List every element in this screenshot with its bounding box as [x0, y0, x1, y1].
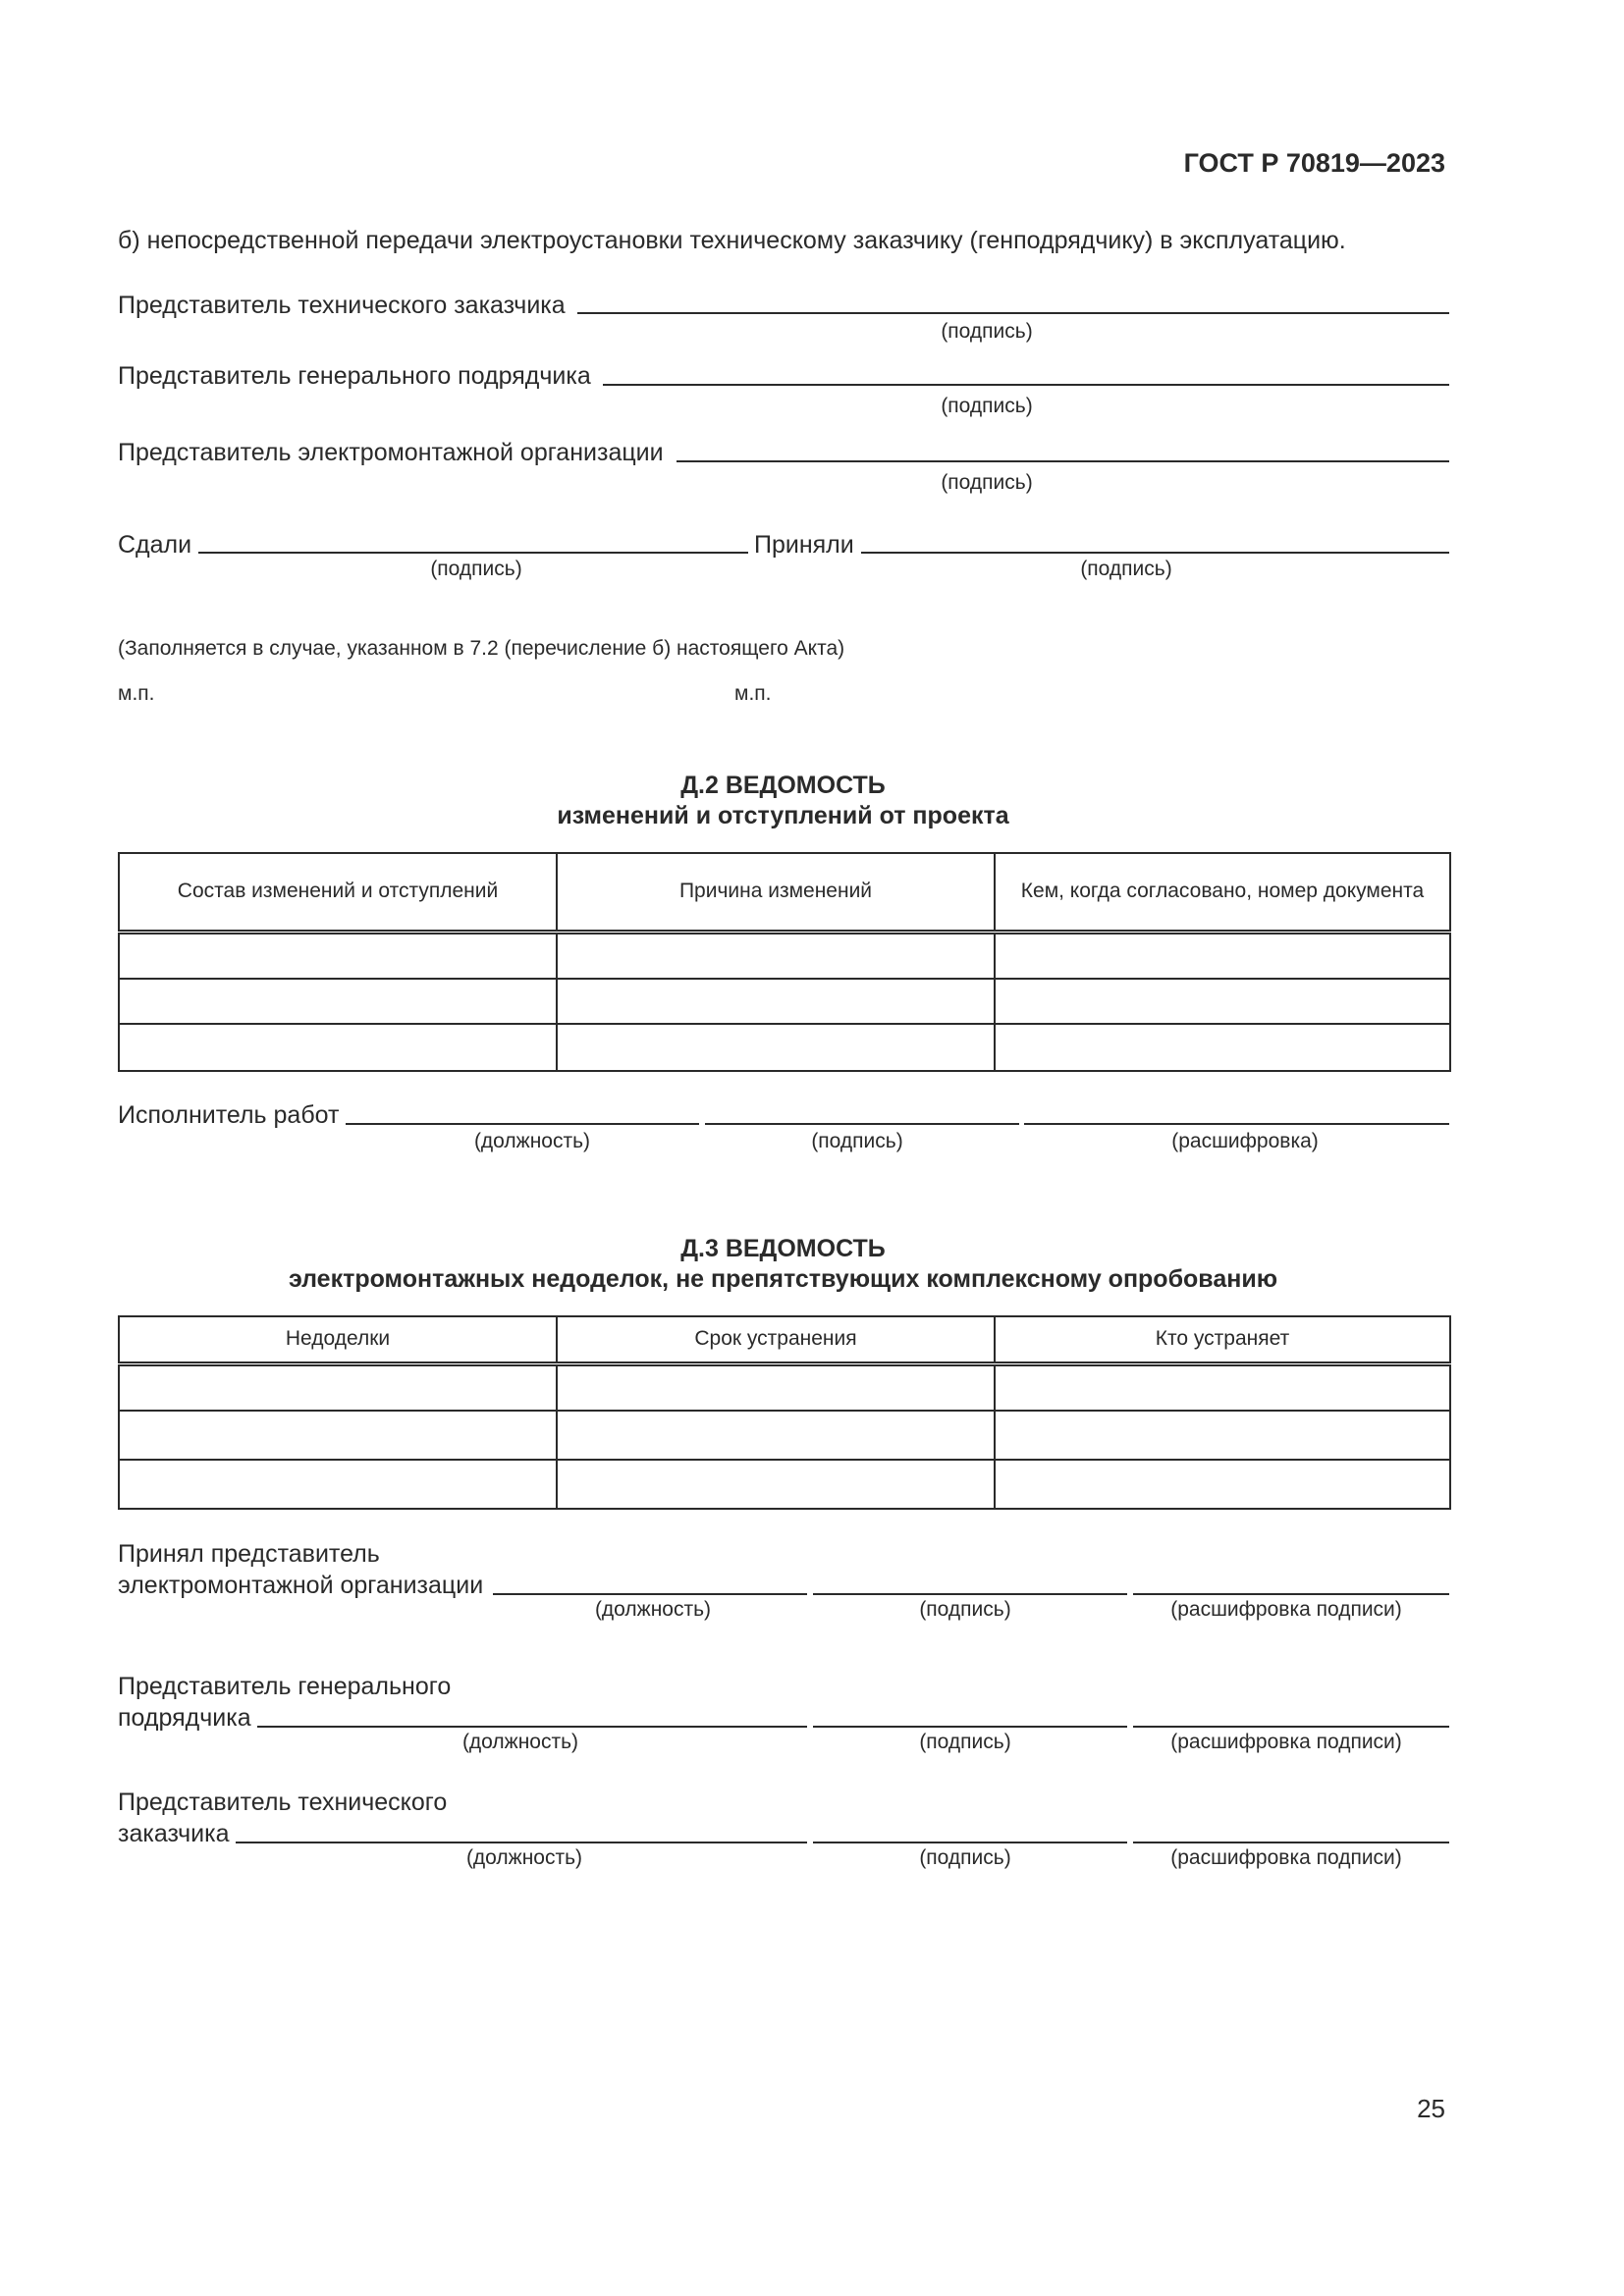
signature-line[interactable]: [603, 384, 1449, 386]
table-cell[interactable]: [557, 1024, 995, 1071]
name-caption: (расшифровка подписи): [1170, 1846, 1402, 1869]
received-signature-line[interactable]: [861, 552, 1449, 554]
section-d3-heading: [118, 1234, 1448, 1295]
table-row: [119, 1460, 1450, 1509]
table-row: [119, 1411, 1450, 1460]
table-row: [119, 1363, 1450, 1411]
column-header: Недоделки: [119, 1316, 557, 1363]
section-d3-subtitle: электромонтажных недоделок, не препятствующих комплексному опробованию: [288, 1265, 1278, 1293]
column-header: Срок устранения: [557, 1316, 995, 1363]
gave-caption: (подпись): [430, 558, 522, 580]
name-line[interactable]: [1133, 1842, 1449, 1843]
signature-line[interactable]: [677, 460, 1449, 462]
signature-line[interactable]: [813, 1842, 1127, 1843]
signature-caption: (подпись): [941, 395, 1033, 417]
intro-text: б) непосредственной передачи электроустановки техническому заказчику (генподрядчику) в эксплуатацию.: [118, 227, 1346, 254]
table-cell[interactable]: [119, 1363, 557, 1411]
signatory-label-line2: электромонтажной организации: [118, 1572, 484, 1599]
table-cell[interactable]: [557, 1460, 995, 1509]
stamp-left: м.п.: [118, 682, 155, 705]
signature-line[interactable]: [577, 312, 1449, 314]
name-caption: (расшифровка подписи): [1170, 1731, 1402, 1753]
name-caption: (расшифровка подписи): [1170, 1598, 1402, 1621]
document-code: ГОСТ Р 70819—2023: [1183, 148, 1445, 178]
column-header: Кто устраняет: [995, 1316, 1450, 1363]
signature-line[interactable]: [813, 1593, 1127, 1595]
position-caption: (должность): [473, 1130, 591, 1152]
signatory-label-line1: Представитель технического: [118, 1789, 448, 1816]
table-cell[interactable]: [119, 932, 557, 979]
table-cell[interactable]: [995, 1024, 1450, 1071]
changes-table: [118, 852, 1451, 1072]
fill-note: (Заполняется в случае, указанном в 7.2 (перечисление б) настоящего Акта): [118, 637, 845, 660]
position-caption: (должность): [465, 1846, 583, 1869]
position-line[interactable]: [346, 1123, 699, 1125]
signatory-label-line1: Представитель генерального: [118, 1673, 452, 1700]
signature-line[interactable]: [705, 1123, 1019, 1125]
position-line[interactable]: [236, 1842, 807, 1843]
section-d2-subtitle: изменений и отступлений от проекта: [557, 802, 1009, 829]
signature-caption: (подпись): [941, 320, 1033, 343]
signature-caption: (подпись): [811, 1130, 903, 1152]
signatory-label-line1: Принял представитель: [118, 1540, 380, 1568]
signatory-label-line2: подрядчика: [118, 1704, 251, 1732]
section-d3-title: Д.3 ВЕДОМОСТЬ: [680, 1235, 886, 1262]
signature-label: Представитель генерального подрядчика: [118, 362, 591, 390]
column-header: Причина изменений: [557, 853, 995, 932]
section-d2-title: Д.2 ВЕДОМОСТЬ: [680, 772, 886, 799]
defects-table: [118, 1315, 1451, 1510]
position-line[interactable]: [257, 1726, 807, 1728]
table-cell[interactable]: [119, 1024, 557, 1071]
gave-signature-line[interactable]: [198, 552, 748, 554]
table-cell[interactable]: [995, 932, 1450, 979]
signature-caption: (подпись): [919, 1846, 1011, 1869]
received-caption: (подпись): [1080, 558, 1172, 580]
gave-label: Сдали: [118, 531, 192, 559]
table-cell[interactable]: [557, 979, 995, 1024]
signature-caption: (подпись): [919, 1598, 1011, 1621]
column-header: Состав изменений и отступлений: [119, 853, 557, 932]
name-line[interactable]: [1133, 1726, 1449, 1728]
position-caption: (должность): [461, 1731, 579, 1753]
table-cell[interactable]: [557, 932, 995, 979]
executor-label: Исполнитель работ: [118, 1101, 340, 1129]
table-cell[interactable]: [557, 1363, 995, 1411]
signature-caption: (подпись): [941, 471, 1033, 494]
signature-line[interactable]: [813, 1726, 1127, 1728]
table-cell[interactable]: [995, 1411, 1450, 1460]
name-line[interactable]: [1133, 1593, 1449, 1595]
stamp-right: м.п.: [734, 682, 772, 705]
page-number: 25: [1417, 2094, 1445, 2123]
section-d2-heading: [118, 771, 1448, 831]
table-cell[interactable]: [557, 1411, 995, 1460]
column-header: Кем, когда согласовано, номер документа: [995, 853, 1450, 932]
table-header-row: [119, 1316, 1450, 1363]
received-label: Приняли: [754, 531, 854, 559]
table-cell[interactable]: [119, 979, 557, 1024]
table-cell[interactable]: [995, 1363, 1450, 1411]
table-row: [119, 932, 1450, 979]
table-cell[interactable]: [995, 979, 1450, 1024]
table-row: [119, 1024, 1450, 1071]
position-line[interactable]: [493, 1593, 807, 1595]
table-cell[interactable]: [119, 1411, 557, 1460]
table-cell[interactable]: [995, 1460, 1450, 1509]
signatory-label-line2: заказчика: [118, 1820, 230, 1847]
table-header-row: [119, 853, 1450, 932]
table-cell[interactable]: [119, 1460, 557, 1509]
signature-label: Представитель технического заказчика: [118, 292, 566, 319]
name-caption: (расшифровка): [1171, 1130, 1319, 1152]
signature-label: Представитель электромонтажной организации: [118, 439, 664, 466]
position-caption: (должность): [594, 1598, 712, 1621]
table-row: [119, 979, 1450, 1024]
signature-caption: (подпись): [919, 1731, 1011, 1753]
name-line[interactable]: [1024, 1123, 1449, 1125]
